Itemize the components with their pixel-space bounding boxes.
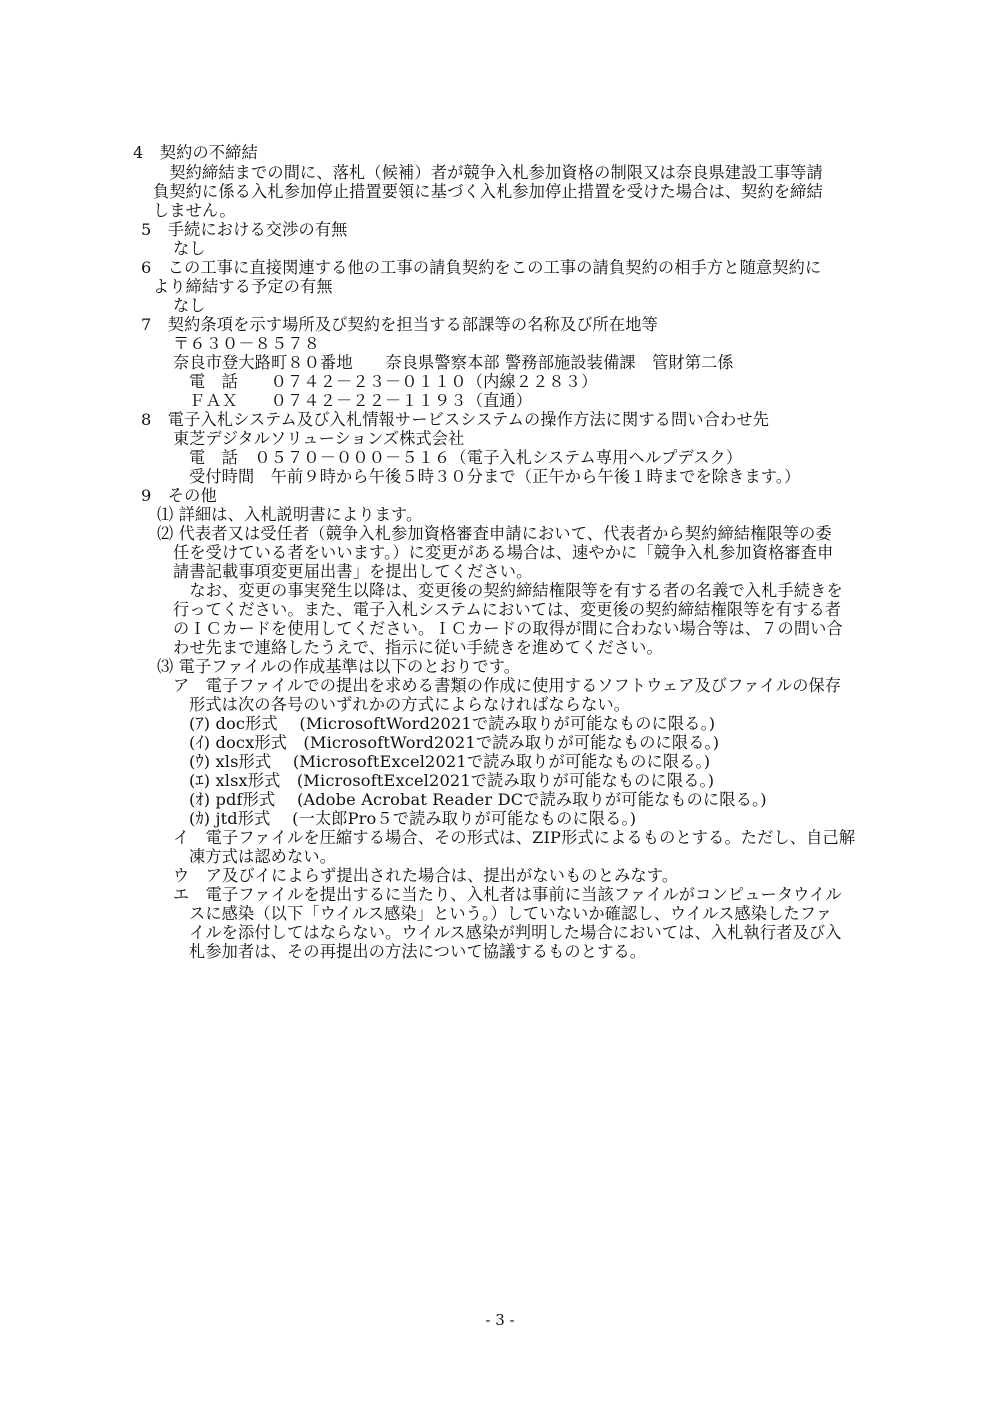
text-line: 受付時間 午前９時から午後５時３０分まで（正午から午後１時までを除きます。） [189, 467, 801, 486]
text-line: ⑶ 電子ファイルの作成基準は以下のとおりです。 [157, 657, 521, 676]
text-line: 〒６３０－８５７８ [173, 334, 321, 353]
text-line: ア 電子ファイルでの提出を求める書類の作成に使用するソフトウェア及びファイルの保存 [173, 676, 842, 695]
text-line: 奈良市登大路町８０番地 奈良県警察本部 警務部施設装備課 管財第二係 [173, 353, 734, 372]
text-line: なお、変更の事実発生以降は、変更後の契約締結権限等を有する者の名義で入札手続きを [173, 581, 843, 600]
text-line: (ｵ) pdf形式 (Adobe Acrobat Reader DCで読み取りが可能なものに限る。) [189, 790, 767, 809]
text-line: 負契約に係る入札参加停止措置要領に基づく入札参加停止措置を受けた場合は、契約を締結 [153, 182, 823, 201]
text-line: スに感染（以下「ウイルス感染」という。）していないか確認し、ウイルス感染したファ [189, 904, 833, 923]
text-line: 電 話 ０７４２－２３－０１１０（内線２２８３） [189, 372, 598, 391]
text-line: イルを添付してはならない。ウイルス感染が判明した場合においては、入札執行者及び入 [189, 923, 842, 942]
text-line: 6 この工事に直接関連する他の工事の請負契約をこの工事の請負契約の相手方と随意契約に [141, 258, 822, 277]
text-line: ＦＡＸ ０７４２－２２－１１９３（直通） [189, 391, 533, 410]
text-line: 7 契約条項を示す場所及び契約を担当する部課等の名称及び所在地等 [141, 315, 658, 334]
text-line: 形式は次の各号のいずれかの方式によらなければならない。 [189, 695, 631, 714]
text-line: のＩＣカードを使用してください。ＩＣカードの取得が間に合わない場合等は、７の問い合 [173, 619, 843, 638]
text-line: ⑴ 詳細は、入札説明書によります。 [157, 505, 423, 524]
text-line: 請書記載事項変更届出書」を提出してください。 [173, 562, 533, 581]
text-line: (ｳ) xls形式 (MicrosoftExcel2021で読み取りが可能なものに限る。) [189, 752, 711, 771]
text-line: (ｲ) docx形式 (MicrosoftWord2021で読み取りが可能なものに限る。) [189, 733, 720, 752]
text-line: 凍方式は認めない。 [189, 847, 337, 866]
text-line: 任を受けている者をいいます。）に変更がある場合は、速やかに「競争入札参加資格審査申 [173, 543, 834, 562]
text-line: 東芝デジタルソリューションズ株式会社 [173, 429, 465, 448]
text-line: (ｶ) jtd形式 (一太郎Pro５で読み取りが可能なものに限る。) [189, 809, 637, 828]
text-line: わせ先まで連絡したうえで、指示に従い手続きを進めてください。 [173, 638, 663, 657]
text-line: なし [173, 239, 206, 258]
page-number: - 3 - [485, 1311, 515, 1329]
text-line: 4 契約の不締結 [133, 143, 258, 162]
text-line: 5 手続における交渉の有無 [141, 220, 348, 239]
text-line: なし [173, 296, 206, 315]
text-line: エ 電子ファイルを提出するに当たり、入札者は事前に当該ファイルがコンピュータウイル [173, 885, 842, 904]
text-line: 札参加者は、その再提出の方法について協議するものとする。 [189, 942, 647, 961]
text-line: イ 電子ファイルを圧縮する場合、その形式は、ZIP形式によるものとする。ただし、自己解 [173, 828, 856, 847]
text-line: しません。 [153, 201, 236, 220]
text-line: より締結する予定の有無 [153, 277, 333, 296]
text-line: 電 話 ０５７０－０００－５１６（電子入札システム専用ヘルプデスク） [189, 448, 743, 467]
text-line: 8 電子入札システム及び入札情報サービスシステムの操作方法に関する問い合わせ先 [141, 410, 770, 429]
text-line: 9 その他 [141, 486, 217, 505]
text-line: ウ ア及びイによらず提出された場合は、提出がないものとみなす。 [173, 866, 679, 885]
text-line: ⑵ 代表者又は受任者（競争入札参加資格審査申請において、代表者から契約締結権限等の委 [157, 524, 832, 543]
text-line: 行ってください。また、電子入札システムにおいては、変更後の契約締結権限等を有する者 [173, 600, 842, 619]
text-line: 契約締結までの間に、落札（候補）者が競争入札参加資格の制限又は奈良県建設工事等請 [153, 163, 823, 182]
text-line: (ｴ) xlsx形式 (MicrosoftExcel2021で読み取りが可能なものに限る。) [189, 771, 715, 790]
text-line: (ｱ) doc形式 (MicrosoftWord2021で読み取りが可能なものに限る。) [189, 714, 716, 733]
